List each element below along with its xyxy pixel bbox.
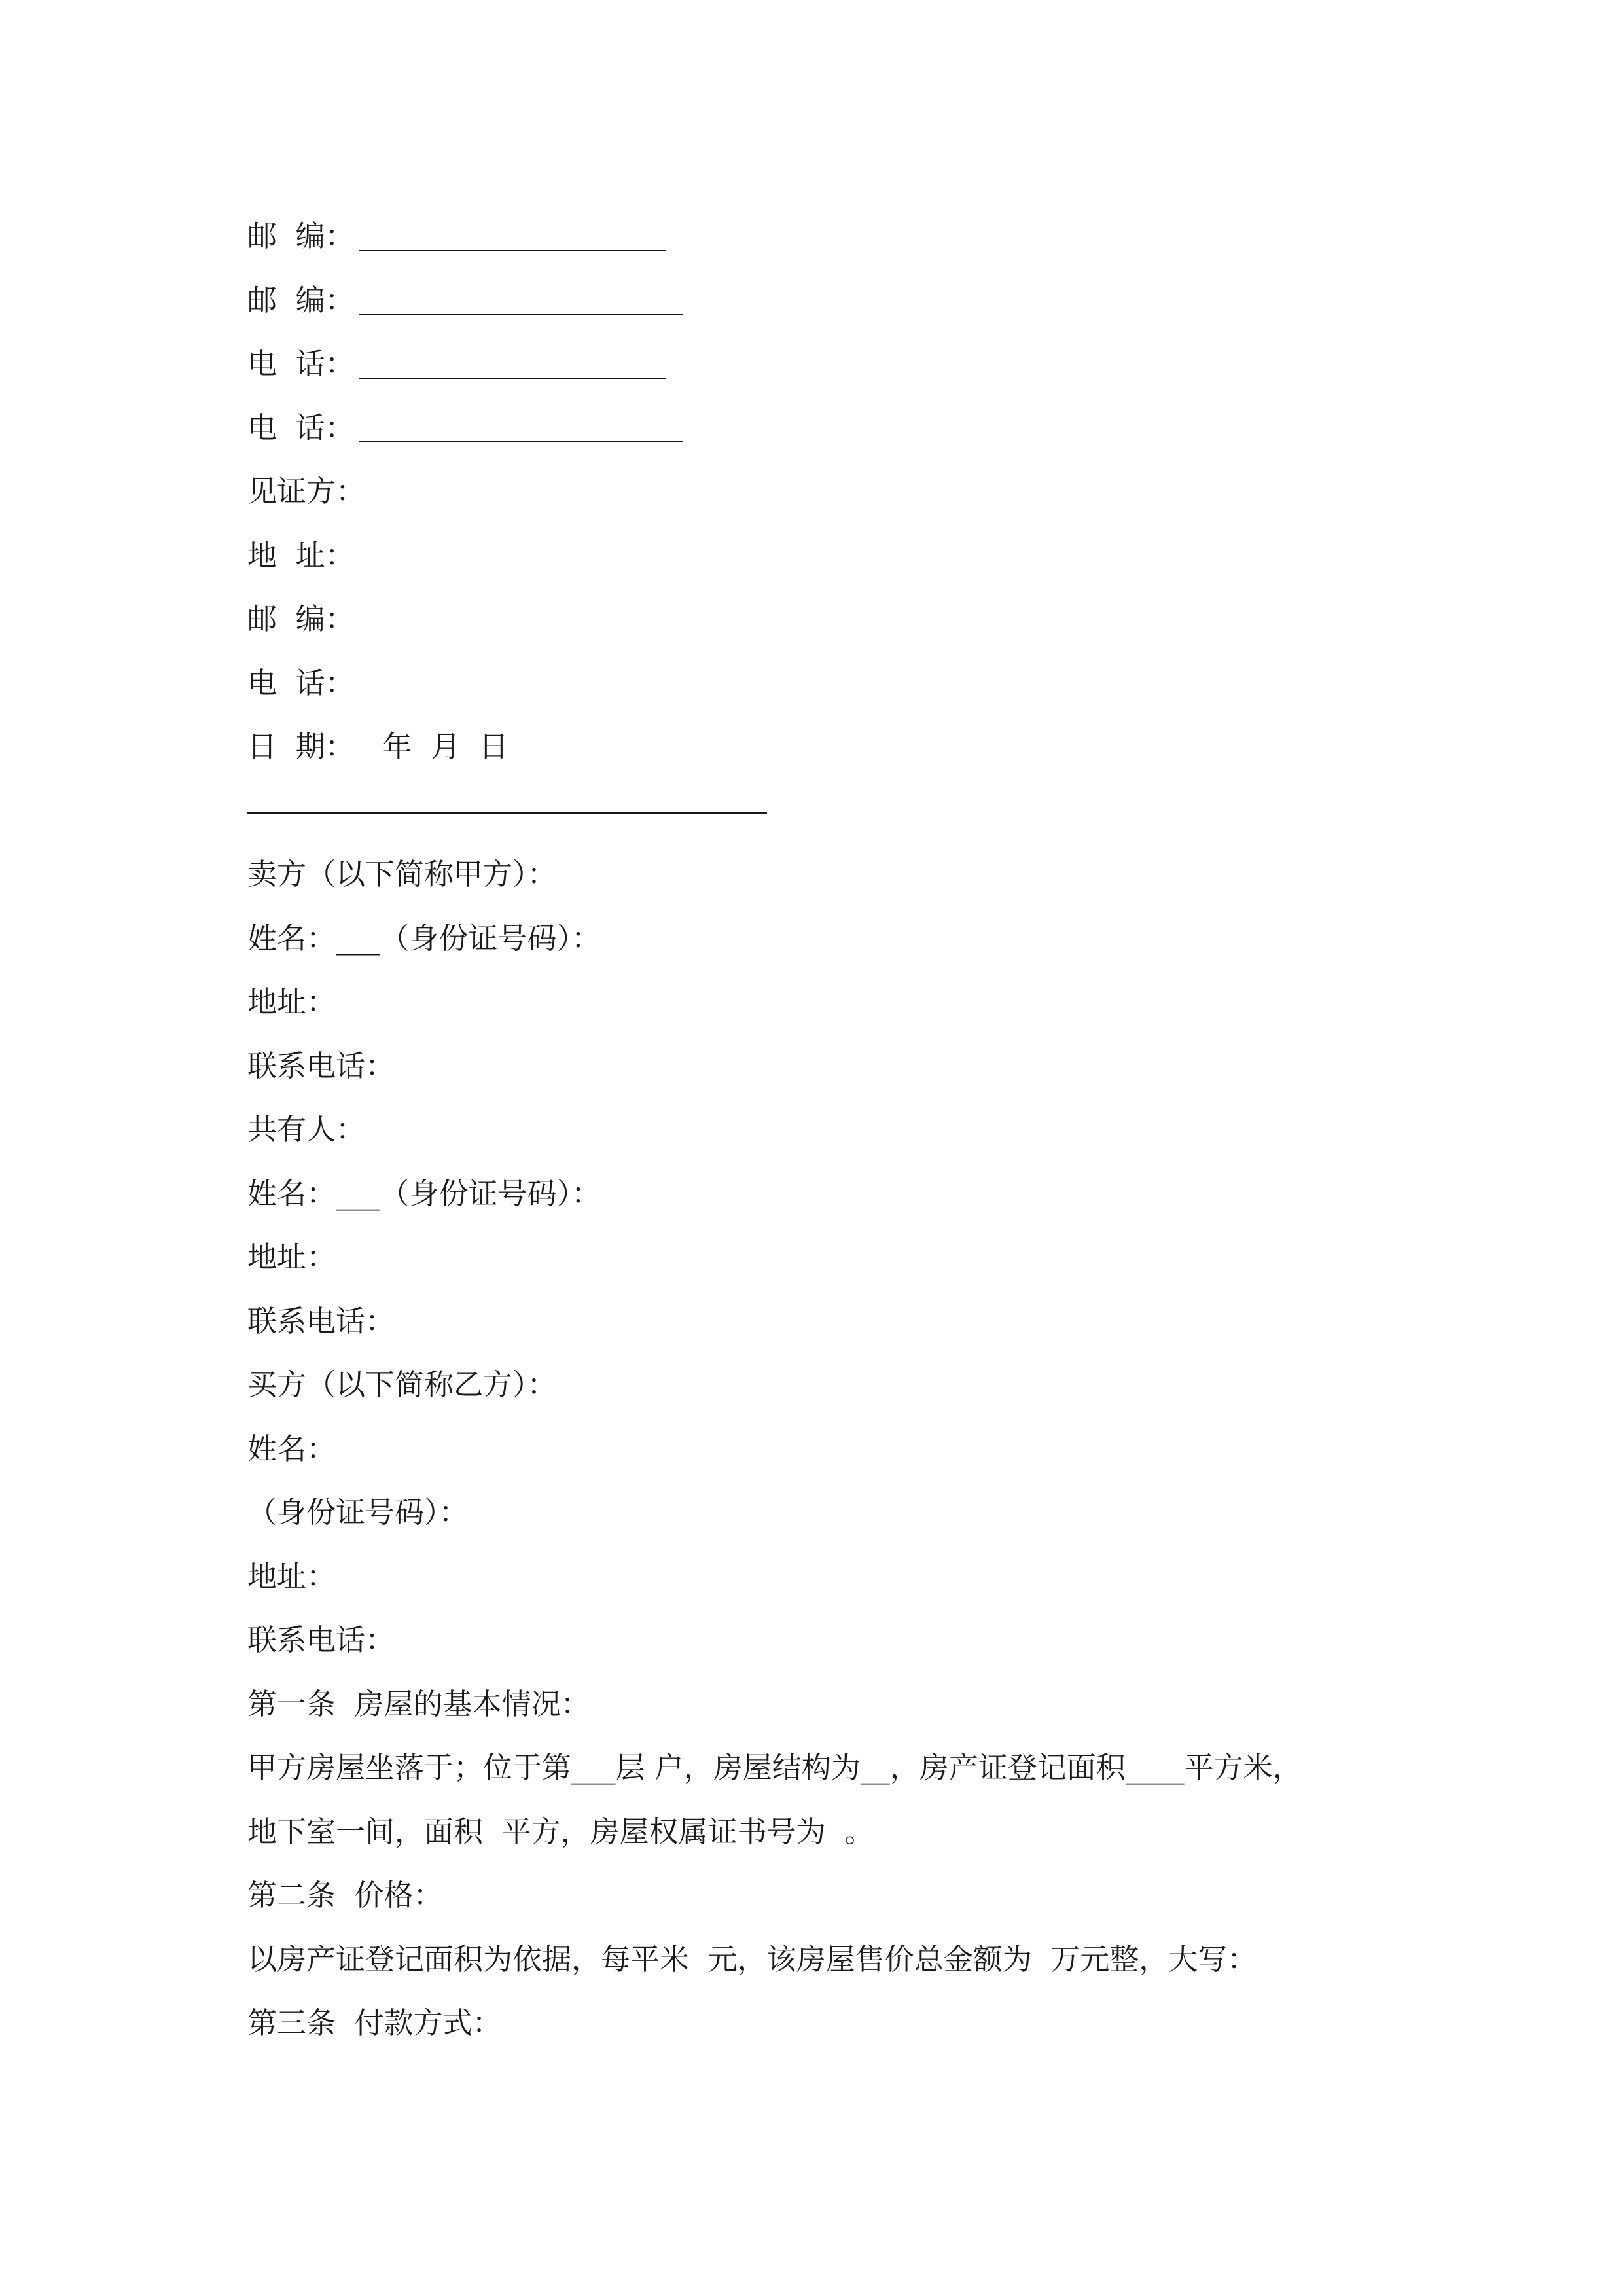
divider-rule	[247, 812, 767, 814]
witness-title: 见证方：	[247, 474, 366, 509]
section-divider	[247, 779, 1399, 843]
witness-address: 地 址：	[247, 537, 355, 573]
witness-postcode: 邮 编：	[247, 601, 355, 636]
seller-phone: 联系电话：	[247, 1048, 395, 1083]
co-owner-title: 共有人：	[247, 1112, 366, 1147]
co-owner-address: 地址：	[247, 1240, 336, 1274]
article-1-text-line-1: 甲方房屋坐落于；位于第___层 户，房屋结构为__，房产证登记面积____平方米，	[247, 1750, 1302, 1785]
contract-body	[247, 204, 1399, 2055]
buyer-phone: 联系电话：	[247, 1623, 395, 1657]
phone-field-1	[247, 332, 1399, 396]
postcode-field-2	[247, 268, 1399, 332]
fill-blank	[359, 349, 666, 379]
article-1-text-line-2: 地下室一间，面积 平方，房屋权属证书号为 。	[247, 1814, 874, 1849]
article-2-title: 第二条 价格：	[247, 1878, 443, 1912]
fill-blank	[359, 285, 683, 315]
buyer-id: （身份证号码）：	[247, 1495, 469, 1530]
co-owner-phone: 联系电话：	[247, 1303, 395, 1338]
fill-blank	[359, 412, 683, 442]
buyer-name: 姓名：	[247, 1431, 336, 1466]
seller-address: 地址：	[247, 984, 336, 1019]
phone-field-2	[247, 396, 1399, 460]
field-label: 电 话：	[247, 346, 355, 381]
postcode-field-1	[247, 204, 1399, 268]
seller-name: 姓名：___（身份证号码）：	[247, 920, 601, 956]
witness-phone: 电 话：	[247, 665, 355, 700]
field-label: 电 话：	[247, 410, 355, 445]
article-2-text-line-1: 以房产证登记面积为依据，每平米 元，该房屋售价总金额为 万元整，大写：	[247, 1941, 1257, 1977]
buyer-title: 买方（以下简称乙方）：	[247, 1367, 557, 1402]
field-label: 邮 编：	[247, 219, 355, 253]
field-label: 邮 编：	[247, 282, 355, 317]
co-owner-name: 姓名：___（身份证号码）：	[247, 1175, 601, 1211]
witness-date: 日 期： 年 月 日	[247, 729, 508, 764]
seller-title: 卖方（以下简称甲方）：	[247, 857, 557, 891]
article-1-title: 第一条 房屋的基本情况：	[247, 1686, 590, 1721]
fill-blank	[359, 221, 666, 251]
article-3-title: 第三条 付款方式：	[247, 2005, 502, 2040]
buyer-address: 地址：	[247, 1558, 336, 1594]
